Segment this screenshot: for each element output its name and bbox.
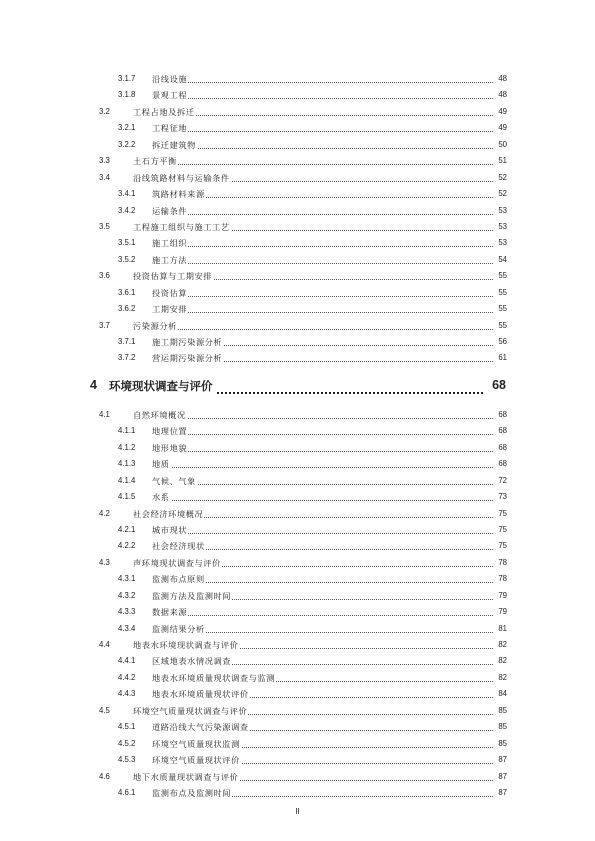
toc-entry-page: 68 xyxy=(498,442,507,452)
toc-entry-number: 4.6 xyxy=(99,771,110,781)
toc-subsection-entry[interactable] xyxy=(0,334,595,350)
toc-dot-leader xyxy=(152,71,493,83)
toc-entry-title: 区域地表水情况调查 xyxy=(152,653,232,669)
toc-entry-title: 沿线设施 xyxy=(152,71,188,87)
toc-subsection-entry[interactable] xyxy=(0,686,595,702)
toc-dot-leader xyxy=(152,301,493,313)
toc-subsection-entry[interactable] xyxy=(0,653,595,669)
toc-subsection-entry[interactable] xyxy=(0,785,595,801)
toc-subsection-entry[interactable] xyxy=(0,423,595,439)
toc-entry-title: 景观工程 xyxy=(152,87,188,103)
page-number: II xyxy=(295,807,300,816)
toc-dot-leader xyxy=(152,473,493,485)
toc-entry-number: 3.6.2 xyxy=(118,304,136,314)
toc-entry-title: 监测布点及监测时间 xyxy=(152,785,232,801)
toc-entry-number: 4.3 xyxy=(99,557,110,567)
toc-entry-title: 城市现状 xyxy=(152,522,188,538)
toc-entry-number: 4.2 xyxy=(99,508,110,518)
toc-entry-title: 施工期污染源分析 xyxy=(152,334,223,350)
toc-entry-title: 监测布点原则 xyxy=(152,571,206,587)
toc-entry-title: 污染源分析 xyxy=(133,318,178,334)
toc-subsection-entry[interactable] xyxy=(0,71,595,87)
toc-entry-page: 87 xyxy=(498,755,507,765)
toc-entry-page: 87 xyxy=(498,771,507,781)
toc-section-entry[interactable] xyxy=(0,170,595,186)
toc-subsection-entry[interactable] xyxy=(0,203,595,219)
toc-entry-page: 55 xyxy=(498,271,507,281)
toc-entry-title: 水系 xyxy=(152,489,171,505)
toc-entry-number: 4.3.3 xyxy=(118,607,136,617)
toc-entry-number: 3.5.2 xyxy=(118,254,136,264)
toc-dot-leader xyxy=(152,235,493,247)
toc-entry-title: 地表水环境质量现状调查与监测 xyxy=(152,670,276,686)
toc-entry-page: 68 xyxy=(492,377,506,392)
toc-entry-number: 4.4.3 xyxy=(118,689,136,699)
toc-subsection-entry[interactable] xyxy=(0,588,595,604)
toc-entry-number: 3.4 xyxy=(99,172,110,182)
toc-entry-title: 地表水环境现状调查与评价 xyxy=(133,637,239,653)
toc-entry-title: 投资估算 xyxy=(152,285,188,301)
toc-dot-leader xyxy=(152,604,493,616)
toc-entry-title: 地理位置 xyxy=(152,423,188,439)
toc-subsection-entry[interactable] xyxy=(0,719,595,735)
toc-entry-number: 4.3.1 xyxy=(118,574,136,584)
toc-entry-number: 4 xyxy=(90,377,97,392)
toc-entry-page: 78 xyxy=(498,574,507,584)
toc-entry-page: 85 xyxy=(498,722,507,732)
toc-subsection-entry[interactable] xyxy=(0,489,595,505)
toc-entry-title: 投资估算与工期安排 xyxy=(133,268,213,284)
toc-section-entry[interactable] xyxy=(0,219,595,235)
toc-entry-page: 72 xyxy=(498,475,507,485)
toc-subsection-entry[interactable] xyxy=(0,137,595,153)
toc-dot-leader xyxy=(152,423,493,435)
toc-entry-page: 84 xyxy=(498,689,507,699)
toc-subsection-entry[interactable] xyxy=(0,571,595,587)
table-of-contents xyxy=(0,71,595,801)
toc-entry-page: 81 xyxy=(498,623,507,633)
toc-entry-page: 49 xyxy=(498,123,507,133)
toc-entry-page: 54 xyxy=(498,254,507,264)
toc-subsection-entry[interactable] xyxy=(0,736,595,752)
toc-entry-title: 社会经济现状 xyxy=(152,538,206,554)
toc-entry-title: 道路沿线大气污染源调查 xyxy=(152,719,250,735)
toc-dot-leader xyxy=(152,120,493,132)
toc-subsection-entry[interactable] xyxy=(0,621,595,637)
toc-entry-number: 3.2 xyxy=(99,106,110,116)
toc-section-entry[interactable] xyxy=(0,318,595,334)
toc-entry-title: 监测方法及监测时间 xyxy=(152,588,232,604)
toc-dot-leader xyxy=(152,252,493,264)
toc-entry-title: 施工组织 xyxy=(152,235,188,251)
toc-dot-leader xyxy=(152,440,493,452)
toc-entry-number: 3.1.8 xyxy=(118,90,136,100)
toc-entry-title: 声环境现状调查与评价 xyxy=(133,555,222,571)
toc-entry-title: 地表水环境质量现状评价 xyxy=(152,686,250,702)
toc-entry-title: 工程施工组织与施工工艺 xyxy=(133,219,231,235)
toc-section-entry[interactable] xyxy=(0,104,595,120)
toc-entry-page: 55 xyxy=(498,320,507,330)
toc-entry-number: 3.7.1 xyxy=(118,337,136,346)
toc-entry-number: 3.2.1 xyxy=(118,123,136,133)
toc-subsection-entry[interactable] xyxy=(0,301,595,317)
toc-entry-title: 监测结果分析 xyxy=(152,621,206,637)
toc-entry-page: 53 xyxy=(498,238,507,248)
toc-entry-page: 55 xyxy=(498,304,507,314)
toc-entry-title: 环境空气质量现状监测 xyxy=(152,736,241,752)
toc-entry-page: 75 xyxy=(498,508,507,518)
toc-subsection-entry[interactable] xyxy=(0,538,595,554)
toc-subsection-entry[interactable] xyxy=(0,456,595,472)
toc-entry-number: 4.3.2 xyxy=(118,590,136,600)
toc-entry-number: 4.2.1 xyxy=(118,524,136,534)
toc-entry-number: 4.3.4 xyxy=(118,623,136,633)
toc-section-entry[interactable] xyxy=(0,769,595,785)
toc-entry-page: 85 xyxy=(498,705,507,715)
toc-entry-title: 环境空气质量现状调查与评价 xyxy=(133,703,248,719)
toc-entry-page: 48 xyxy=(498,90,507,100)
toc-dot-leader xyxy=(152,456,493,468)
toc-dot-leader xyxy=(152,137,493,149)
toc-section-entry[interactable] xyxy=(0,407,595,423)
toc-subsection-entry[interactable] xyxy=(0,186,595,202)
toc-entry-page: 53 xyxy=(498,221,507,231)
toc-entry-title: 工程占地及拆迁 xyxy=(133,104,196,120)
toc-entry-title: 筑路材料来源 xyxy=(152,186,206,202)
toc-subsection-entry[interactable] xyxy=(0,235,595,251)
toc-entry-page: 68 xyxy=(498,409,507,419)
toc-entry-number: 4.1.5 xyxy=(118,492,136,502)
toc-entry-title: 地下水质量现状调查与评价 xyxy=(133,769,239,785)
toc-subsection-entry[interactable] xyxy=(0,120,595,136)
toc-entry-title: 数据来源 xyxy=(152,604,188,620)
toc-entry-number: 4.2.2 xyxy=(118,541,136,551)
toc-entry-page: 68 xyxy=(498,426,507,436)
toc-subsection-entry[interactable] xyxy=(0,440,595,456)
toc-dot-leader xyxy=(152,489,493,501)
toc-dot-leader xyxy=(152,285,493,297)
toc-entry-number: 4.4 xyxy=(99,640,110,649)
toc-section-entry[interactable] xyxy=(0,555,595,571)
toc-entry-number: 3.6.1 xyxy=(118,287,136,297)
toc-entry-page: 52 xyxy=(498,172,507,182)
toc-section-entry[interactable] xyxy=(0,153,595,169)
toc-entry-page: 53 xyxy=(498,205,507,215)
toc-entry-number: 4.1.1 xyxy=(118,426,136,436)
toc-entry-page: 61 xyxy=(498,353,507,363)
toc-entry-number: 3.5.1 xyxy=(118,238,136,248)
toc-subsection-entry[interactable] xyxy=(0,522,595,538)
toc-entry-title: 环境空气质量现状评价 xyxy=(152,752,241,768)
toc-entry-title: 沿线筑路材料与运输条件 xyxy=(133,170,231,186)
toc-subsection-entry[interactable] xyxy=(0,604,595,620)
toc-subsection-entry[interactable] xyxy=(0,87,595,103)
toc-entry-number: 4.5.3 xyxy=(118,755,136,765)
toc-entry-page: 49 xyxy=(498,106,507,116)
toc-entry-page: 73 xyxy=(498,492,507,502)
toc-entry-title: 自然环境概况 xyxy=(133,407,187,423)
toc-section-entry[interactable] xyxy=(0,268,595,284)
toc-entry-page: 75 xyxy=(498,541,507,551)
toc-entry-page: 48 xyxy=(498,74,507,83)
toc-dot-leader xyxy=(133,153,493,165)
toc-chapter-entry[interactable] xyxy=(0,367,595,407)
toc-subsection-entry[interactable] xyxy=(0,285,595,301)
toc-entry-page: 79 xyxy=(498,590,507,600)
toc-entry-page: 78 xyxy=(498,557,507,567)
toc-entry-page: 82 xyxy=(498,656,507,666)
toc-subsection-entry[interactable] xyxy=(0,252,595,268)
toc-entry-title: 营运期污染源分析 xyxy=(152,350,223,366)
toc-entry-number: 4.6.1 xyxy=(118,787,136,797)
toc-entry-page: 87 xyxy=(498,787,507,797)
toc-entry-page: 52 xyxy=(498,189,507,199)
toc-entry-title: 工期安排 xyxy=(152,301,188,317)
toc-entry-page: 68 xyxy=(498,459,507,469)
toc-dot-leader xyxy=(133,407,493,419)
toc-entry-number: 4.1.3 xyxy=(118,459,136,469)
toc-entry-title: 地质 xyxy=(152,456,171,472)
toc-entry-number: 4.1 xyxy=(99,409,110,419)
toc-entry-number: 3.6 xyxy=(99,271,110,281)
toc-entry-title: 环境现状调查与评价 xyxy=(109,378,213,393)
toc-dot-leader xyxy=(152,87,493,99)
toc-entry-page: 82 xyxy=(498,672,507,682)
toc-entry-page: 50 xyxy=(498,139,507,149)
toc-section-entry[interactable] xyxy=(0,637,595,653)
toc-entry-number: 4.5.2 xyxy=(118,738,136,748)
toc-entry-number: 4.1.2 xyxy=(118,442,136,452)
toc-entry-number: 4.4.1 xyxy=(118,656,136,666)
toc-entry-title: 施工方法 xyxy=(152,252,188,268)
toc-entry-number: 3.7.2 xyxy=(118,353,136,363)
toc-entry-page: 82 xyxy=(498,640,507,649)
toc-section-entry[interactable] xyxy=(0,703,595,719)
toc-entry-title: 土石方平衡 xyxy=(133,153,178,169)
toc-entry-title: 社会经济环境概况 xyxy=(133,506,204,522)
toc-entry-number: 3.5 xyxy=(99,221,110,231)
toc-entry-title: 拆迁建筑物 xyxy=(152,137,197,153)
toc-entry-number: 3.2.2 xyxy=(118,139,136,149)
toc-subsection-entry[interactable] xyxy=(0,752,595,768)
toc-section-entry[interactable] xyxy=(0,506,595,522)
toc-entry-title: 运输条件 xyxy=(152,203,188,219)
toc-entry-number: 4.1.4 xyxy=(118,475,136,485)
toc-entry-number: 3.7 xyxy=(99,320,110,330)
toc-entry-page: 56 xyxy=(498,337,507,346)
toc-entry-title: 工程征地 xyxy=(152,120,188,136)
toc-dot-leader xyxy=(133,318,493,330)
toc-entry-page: 85 xyxy=(498,738,507,748)
toc-entry-page: 51 xyxy=(498,156,507,166)
toc-subsection-entry[interactable] xyxy=(0,350,595,366)
toc-entry-number: 3.1.7 xyxy=(118,74,136,83)
toc-subsection-entry[interactable] xyxy=(0,670,595,686)
toc-subsection-entry[interactable] xyxy=(0,473,595,489)
toc-entry-page: 79 xyxy=(498,607,507,617)
toc-entry-number: 4.5.1 xyxy=(118,722,136,732)
toc-entry-number: 3.3 xyxy=(99,156,110,166)
toc-entry-number: 4.5 xyxy=(99,705,110,715)
toc-dot-leader xyxy=(152,522,493,534)
toc-entry-number: 3.4.2 xyxy=(118,205,136,215)
toc-entry-page: 75 xyxy=(498,524,507,534)
toc-entry-number: 3.4.1 xyxy=(118,189,136,199)
toc-entry-title: 地形地貌 xyxy=(152,440,188,456)
toc-dot-leader xyxy=(152,203,493,215)
toc-entry-number: 4.4.2 xyxy=(118,672,136,682)
toc-entry-title: 气候、气象 xyxy=(152,473,197,489)
toc-entry-page: 55 xyxy=(498,287,507,297)
